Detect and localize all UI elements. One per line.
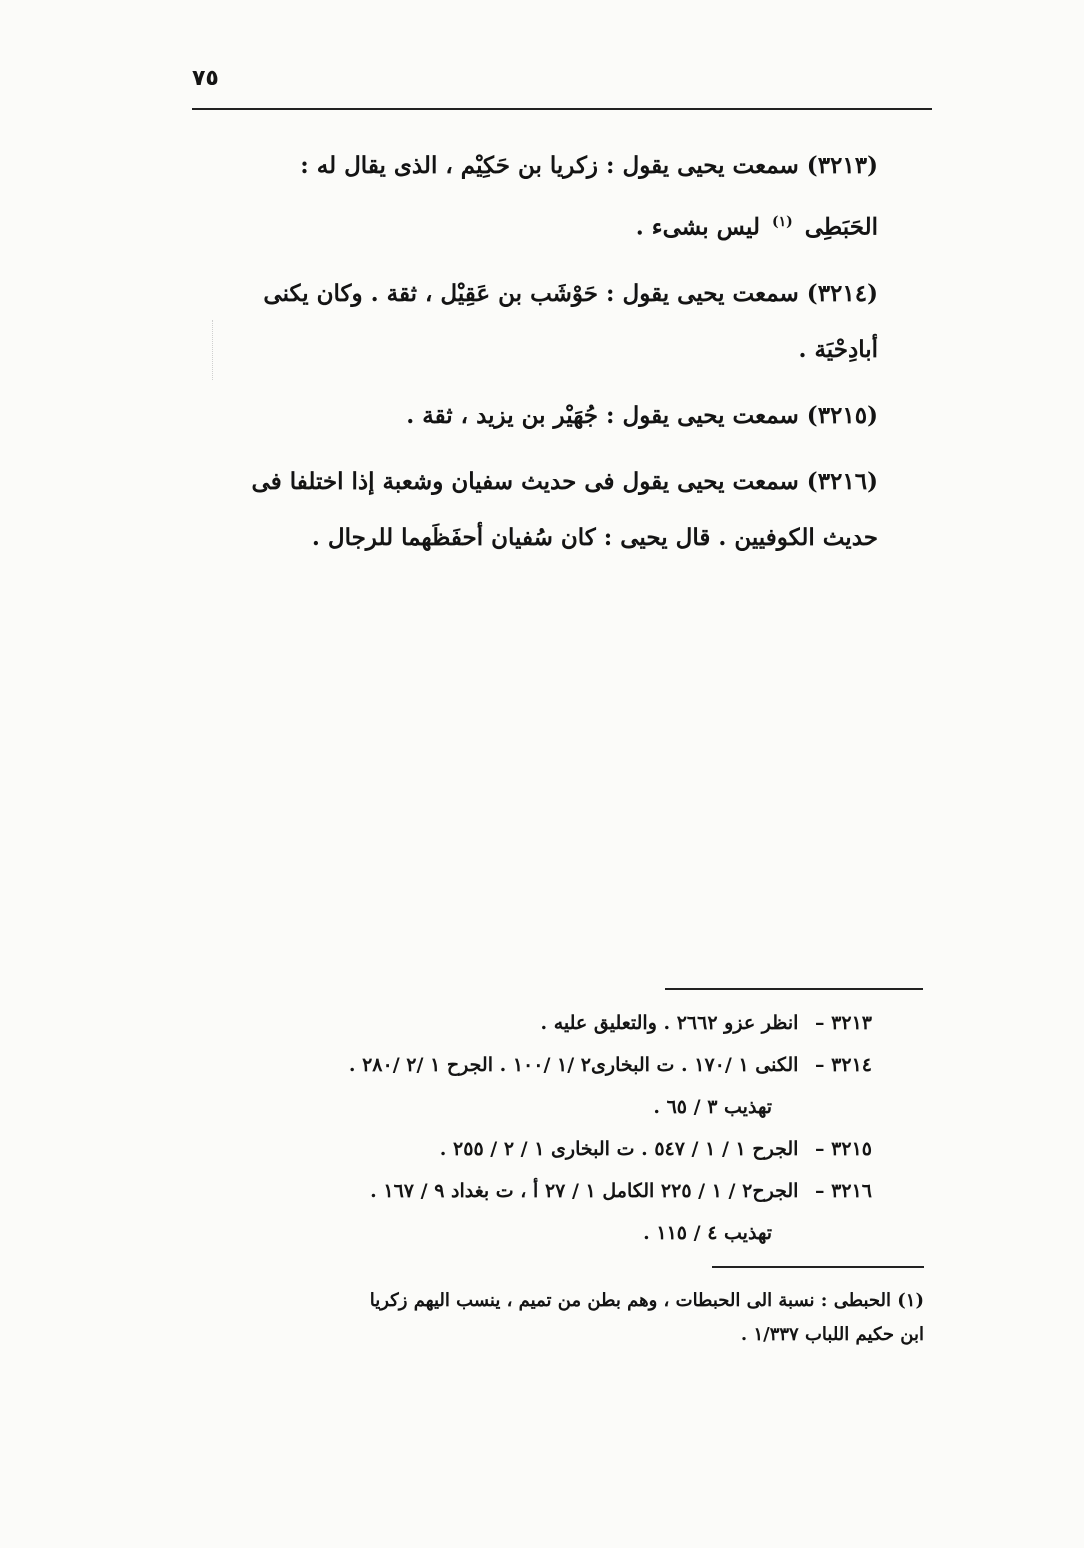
reference-continuation: تهذيب ٤ / ١١٥ . xyxy=(643,1222,772,1244)
reference-number: ٣٢١٣ – xyxy=(815,1012,872,1034)
paragraph-line: سمعت يحيى يقول : زكريا بن حَكِيْم ، الذى يقال له : xyxy=(300,152,799,179)
paragraph-3216 xyxy=(190,454,928,566)
reference-text: انظر عزو ٢٦٦٢ . والتعليق عليه . xyxy=(540,1012,799,1034)
main-text xyxy=(190,138,928,576)
paragraph-line: الحَبَطِى xyxy=(804,213,878,241)
footnote xyxy=(180,1284,924,1352)
footnote-line: (١) الحبطى : نسبة الى الحبطات ، وهم بطن من تميم ، ينسب اليهم زكريا xyxy=(369,1290,924,1311)
paragraph-number: (٣٢١٦) xyxy=(806,467,878,495)
reference-3216 xyxy=(180,1170,872,1254)
paragraph-line: ليس بشىء . xyxy=(635,213,760,241)
references xyxy=(180,1002,872,1254)
header-rule xyxy=(192,108,932,110)
reference-text: الجرح ١ / ١ / ٥٤٧ . ت البخارى ١ / ٢ / ٢٥٥ . xyxy=(439,1138,799,1160)
references-rule xyxy=(665,988,923,990)
paragraph-continuation: أبادِحْيَة . xyxy=(798,335,878,363)
paragraph-continuation xyxy=(190,194,878,256)
reference-3215 xyxy=(180,1128,872,1170)
reference-text: الجرح٢ / ١ / ٢٢٥ الكامل ١ / ٢٧ أ ، ت بغداد ٩ / ١٦٧ . xyxy=(370,1180,799,1202)
paragraph-line: سمعت يحيى يقول فى حديث سفيان وشعبة إذا اختلفا فى xyxy=(251,467,799,495)
reference-continuation: تهذيب ٣ / ٦٥ . xyxy=(653,1096,772,1118)
paragraph-line: سمعت يحيى يقول : حَوْشَب بن عَقِيْل ، ثقة . وكان يكنى xyxy=(263,279,799,307)
paragraph-number: (٣٢١٣) xyxy=(806,152,878,179)
reference-text: الكنى ١ /١٧٠ . ت البخارى٢ /١ /١٠٠ . الجرح ١ /٢ /٢٨٠ . xyxy=(348,1054,799,1076)
page-number: ٧٥ xyxy=(192,66,219,91)
paragraph-line: سمعت يحيى يقول : جُهَيْر بن يزيد ، ثقة . xyxy=(406,401,799,429)
reference-3213 xyxy=(180,1002,872,1044)
footnote-marker[interactable]: (١) xyxy=(771,214,793,230)
paragraph-number: (٣٢١٥) xyxy=(806,401,878,429)
paragraph-3215 xyxy=(190,388,928,444)
paragraph-3214 xyxy=(190,266,928,378)
reference-number: ٣٢١٤ – xyxy=(815,1054,872,1076)
paragraph-number: (٣٢١٤) xyxy=(806,279,878,307)
reference-number: ٣٢١٦ – xyxy=(815,1180,872,1202)
footnote-line: ابن حكيم اللباب ١/٣٣٧ . xyxy=(740,1324,924,1345)
footnote-rule xyxy=(712,1266,924,1268)
paragraph-continuation: حديث الكوفيين . قال يحيى : كان سُفيان أحفَظَهما للرجال . xyxy=(311,523,878,551)
paragraph-3213 xyxy=(190,138,928,256)
reference-number: ٣٢١٥ – xyxy=(815,1138,872,1160)
reference-3214 xyxy=(180,1044,872,1128)
